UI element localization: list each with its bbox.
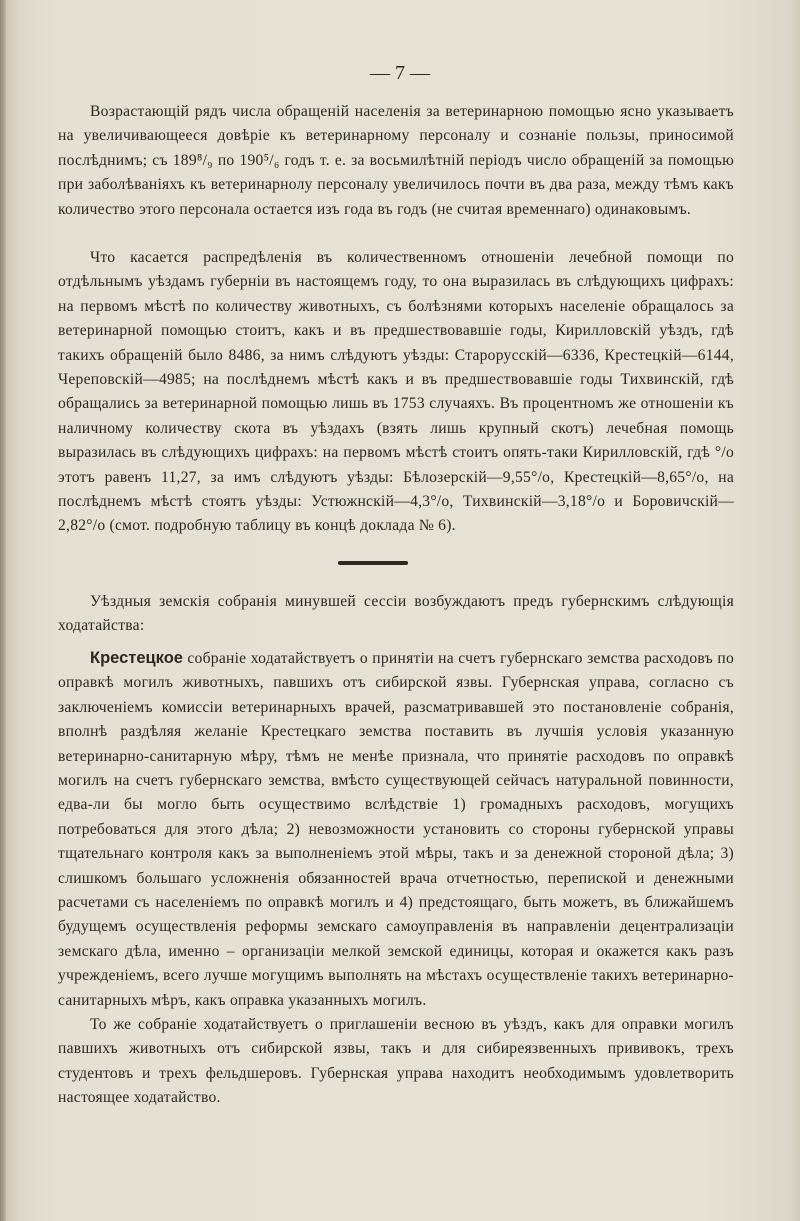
section-divider [338,561,408,565]
paragraph-1-text: Возрастающій рядъ числа обращеній населенія за ветеринарною помощью ясно указываетъ на увеличивающееся довѣріе къ ветеринарному персоналу и сознаніе пользы, приносимой послѣднимъ; съ 189⁸/₉ по 190⁵/₆ годъ т. е. за восьмилѣтній періодъ число обращеній за помощью при заболѣваніяхъ къ ветеринарнолу персоналу увеличилось почти въ два раза, между тѣмъ какъ количество этого персонала остается изъ года въ годъ (не считая временнаго) одинаковымъ. [58,103,734,218]
paragraph-1 [58,100,734,222]
paragraph-3-text: Уѣздныя земскія собранія минувшей сессіи возбуждаютъ предъ губернскимъ слѣдующія ходатайства: [58,593,734,635]
paragraph-5 [58,1013,734,1111]
paragraph-4-text: собраніе ходатайствуетъ о принятіи на счетъ губернскаго земства расходовъ по оправкѣ могилъ животныхъ, павшихъ отъ сибирской язвы. Губернская управа, согласно съ заключеніемъ комиссіи ветеринарныхъ врачей, разсматривавшей это постановленіе собранія, вполнѣ раздѣляя желаніе Крестецкаго земства поставить въ лучшія условія указанную ветеринарно-санитарную мѣру, тѣмъ не менѣе признала, что принятіе расходовъ по оправкѣ могилъ на счетъ губернскаго земства, вмѣсто существующей сейчасъ натуральной повинности, едва-ли бы могло быть осуществимо вслѣдствіе 1) громадныхъ расходовъ, могущихъ потребоваться для этого дѣла; 2) невозможности установить со стороны губернской управы тщательнаго контроля какъ за выполненіемъ этой мѣры, такъ и за денежной стороной дѣла; 3) слишкомъ большаго усложненія обязанностей врача отчетностью, перепиской и денежными расчетами съ населеніемъ по оправкѣ могилъ и 4) предстоящаго, быть можетъ, въ ближайшемъ будущемъ осуществленія реформы земскаго самоуправленія въ направленіи децентрализаціи земскаго дѣла, именно – организаціи мелкой земской единицы, которая и окажется какъ разъ учрежденіемъ, всего лучше могущимъ выполнять на мѣстахъ осуществленіе такихъ ветеринарно-санитарныхъ мѣръ, какъ оправка указанныхъ могилъ. [58,650,734,1009]
paragraph-5-text: То же собраніе ходатайствуетъ о приглашеніи весною въ уѣздъ, какъ для оправки могилъ павшихъ животныхъ отъ сибирской язвы, такъ и для сибиреязвенныхъ прививокъ, трехъ студентовъ и трехъ фельдшеровъ. Губернская управа находитъ необходимымъ удовлетворить настоящее ходатайство. [58,1016,734,1107]
paragraph-4 [58,646,734,1013]
paragraph-3 [58,590,734,639]
emphasis-word: Крестецкое [90,649,183,667]
paragraph-2 [58,246,734,539]
page-number: — 7 — [370,62,430,84]
binding-edge [0,0,6,1221]
paragraph-4-wrapper [58,646,734,1013]
paragraph-2-text: Что касается распредѣленія въ количественномъ отношеніи лечебной помощи по отдѣльнымъ уѣздамъ губерніи въ настоящемъ году, то она выразилась въ слѣдующихъ цифрахъ: на первомъ мѣстѣ по количеству животныхъ, съ болѣзнями которыхъ населеніе обращалось за ветеринарной помощью стоитъ, какъ и въ предшествовавшіе годы, Кирилловскій уѣздъ, гдѣ такихъ обращеній было 8486, за нимъ слѣдуютъ уѣзды: Старорусскій—6336, Крестецкій—6144, Череповскій—4985; на послѣднемъ мѣстѣ какъ и въ предшествовавшіе годы Тихвинскій, гдѣ обращались за ветеринарной помощью лишь въ 1753 случаяхъ. Въ процентномъ же отношеніи къ наличному количеству скота въ уѣздахъ (взять лишь крупный скотъ) лечебная помощь выразилась въ слѣдующихъ цифрахъ: на первомъ мѣстѣ стоитъ опять-таки Кирилловскій, гдѣ °/о этотъ равенъ 11,27, за имъ слѣдуютъ уѣзды: Бѣлозерскій—9,55°/о, Крестецкій—8,65°/о, на послѣднемъ мѣстѣ стоятъ уѣзды: Устюжнскій—4,3°/о, Тихвинскій—3,18°/о и Боровичскій—2,82°/о (смот. подробную таблицу въ концѣ доклада № 6). [58,249,734,535]
